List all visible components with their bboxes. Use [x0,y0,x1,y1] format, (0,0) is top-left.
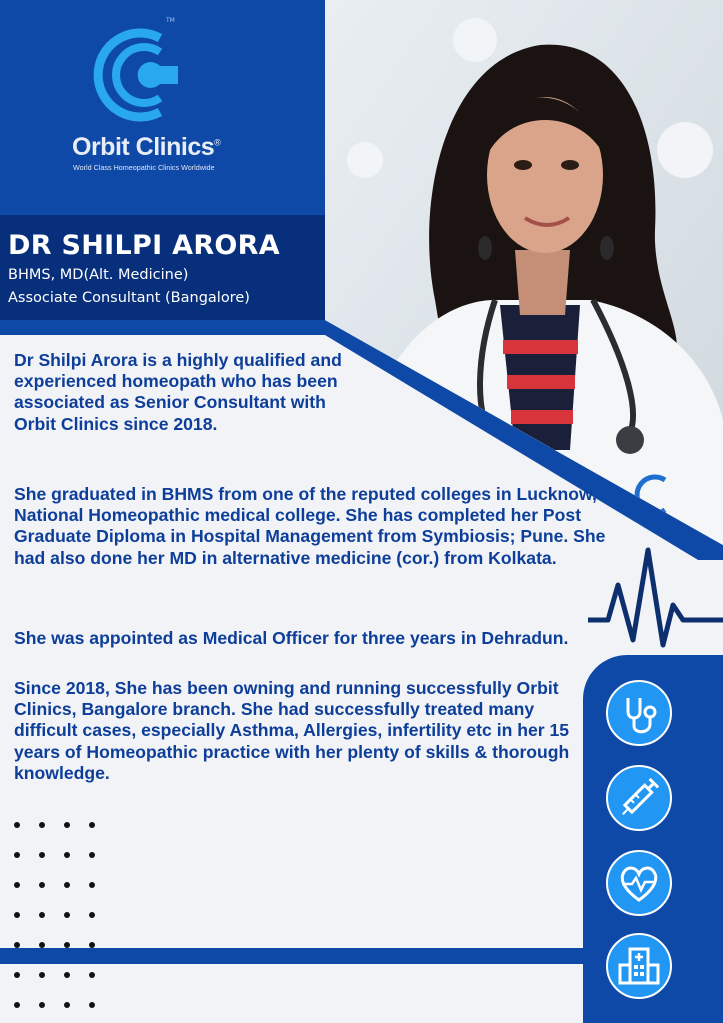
decor-dot [64,822,70,828]
decor-dot [64,912,70,918]
registered-mark: ® [214,137,221,148]
decor-dot [39,852,45,858]
decor-dot [14,972,20,978]
brand-name-text: Orbit Clinics [72,133,215,161]
decor-dot [89,972,95,978]
decor-dot [39,972,45,978]
decor-dot [14,942,20,948]
hospital-icon [606,933,672,999]
syringe-icon [606,765,672,831]
doctor-photo [325,0,723,560]
decor-dot [89,1002,95,1008]
decor-dot [14,1002,20,1008]
heart-pulse-icon [606,850,672,916]
bio-education: She graduated in BHMS from one of the reputed colleges in Lucknow, National Homeopathic medical college. She has completed her Post Graduate Diploma in Hospital Management from Symbiosis; Pune. She had also done her MD in alternative medicine (cor.) from Kolkata. [14,484,606,568]
decor-dot [64,972,70,978]
decor-dot [89,822,95,828]
service-icons-panel [583,655,723,1023]
bio-intro: Dr Shilpi Arora is a highly qualified and experienced homeopath who has been associated as Senior Consultant with Orbit Clinics since 2018. [14,350,342,434]
bottom-band [0,948,583,964]
brand-tagline: World Class Homeopathic Clinics Worldwide [73,163,215,172]
decor-dot [39,942,45,948]
decor-dot [64,1002,70,1008]
decor-dot [64,882,70,888]
bio-appointment: She was appointed as Medical Officer for three years in Dehradun. [14,628,569,648]
stethoscope-icon [606,680,672,746]
decor-dot [14,882,20,888]
brand-name [72,133,220,162]
decor-dot [39,822,45,828]
doctor-role: Associate Consultant (Bangalore) [8,290,250,306]
decor-dot [39,1002,45,1008]
decor-dot [64,852,70,858]
decor-dot [89,912,95,918]
decor-dot [89,852,95,858]
trademark-mark: TM [166,17,175,24]
decor-dot [39,912,45,918]
decor-dot [14,852,20,858]
decor-dot [64,942,70,948]
decor-dot [89,942,95,948]
decor-dot [14,822,20,828]
doctor-name: DR SHILPI ARORA [8,230,280,261]
doctor-qualifications: BHMS, MD(Alt. Medicine) [8,267,189,283]
bio-practice: Since 2018, She has been owning and running successfully Orbit Clinics, Bangalore branch. She had successfully treated many difficult cases, especially Asthma, Allergies, infertility etc in her 15 years of Homeopathic practice with her plenty of skills & thorough knowledge. [14,678,570,783]
decor-dot [89,882,95,888]
decor-dot [14,912,20,918]
orbit-logo-icon [90,20,190,130]
decor-dot [39,882,45,888]
